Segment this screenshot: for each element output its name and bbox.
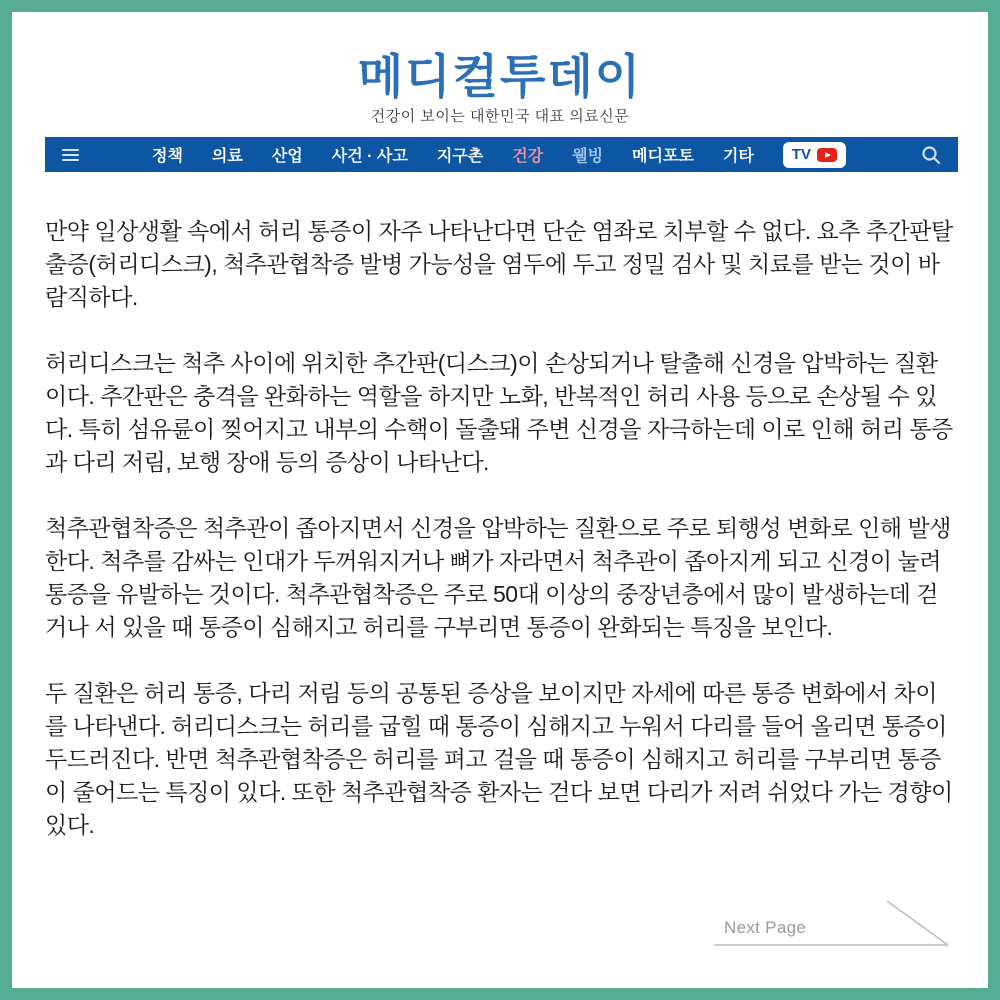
nav-items [152, 142, 846, 168]
article-paragraph: 허리디스크는 척추 사이에 위치한 추간판(디스크)이 손상되거나 탈출해 신경을 압박하는 질환이다. 추간판은 충격을 완화하는 역할을 하지만 노화, 반복적인 허리 사용 등으로 손상될 수 있다. 특히 섬유륜이 찢어지고 내부의 수핵이 돌출돼 주변 신경을 자극하는데 이로 인해 허리 통증과 다리 저림, 보행 장애 등의 증상이 나타난다. [45, 350, 953, 475]
next-page-label: Next Page [724, 918, 807, 937]
masthead [12, 12, 988, 126]
article-paragraph: 두 질환은 허리 통증, 다리 저림 등의 공통된 증상을 보이지만 자세에 따른 통증 변화에서 차이를 나타낸다. 허리디스크는 허리를 굽힐 때 통증이 심해지고 누워서 다리를 들어 올리면 통증이 두드러진다. 반면 척추관협착증은 허리를 펴고 걸을 때 통증이 심해지고 허리를 구부리면 통증이 줄어드는 특징이 있다. 또한 척추관협착증 환자는 걷다 보면 다리가 저려 쉬었다 가는 경향이 있다. [45, 680, 953, 838]
nav-item-policy[interactable]: 정책 [152, 148, 183, 165]
nav-item-industry[interactable]: 산업 [271, 148, 303, 165]
page [12, 12, 988, 988]
hamburger-menu-icon[interactable] [62, 149, 79, 161]
nav-item-etc[interactable]: 기타 [722, 148, 754, 165]
article-body [45, 215, 955, 875]
article-paragraph: 척추관협착증은 척추관이 좁아지면서 신경을 압박하는 질환으로 주로 퇴행성 변화로 인해 발생한다. 척추를 감싸는 인대가 두꺼워지거나 뼈가 자라면서 척추관이 좁아지게 되고 신경이 눌려 통증을 유발하는 것이다. 척추관협착증은 주로 50대 이상의 중장년층에서 많이 발생하는데 걷거나 서 있을 때 통증이 심해지고 허리를 구부리면 통증이 완화되는 특징을 보인다. [45, 515, 951, 640]
main-nav [45, 137, 958, 172]
nav-item-health[interactable]: 건강 [512, 148, 544, 165]
nav-item-wellbeing[interactable]: 웰빙 [572, 148, 604, 165]
nav-item-global[interactable]: 지구촌 [436, 148, 484, 165]
tv-badge-label: TV [791, 146, 811, 163]
youtube-play-icon [817, 148, 837, 162]
site-logo[interactable]: 메디컬투데이 [357, 50, 643, 103]
next-page-button[interactable] [714, 898, 950, 948]
nav-item-medical[interactable]: 의료 [211, 148, 243, 165]
nav-item-mediphoto[interactable]: 메디포토 [632, 148, 694, 165]
search-icon[interactable] [921, 145, 941, 165]
article-paragraph: 만약 일상생활 속에서 허리 통증이 자주 나타난다면 단순 염좌로 치부할 수 없다. 요추 추간판탈출증(허리디스크), 척추관협착증 발병 가능성을 염두에 두고 정밀 검사 및 치료를 받는 것이 바람직하다. [45, 218, 953, 310]
tv-badge[interactable] [783, 142, 846, 168]
site-tagline: 건강이 보이는 대한민국 대표 의료신문 [370, 108, 630, 126]
nav-item-incident[interactable]: 사건 · 사고 [331, 148, 408, 165]
